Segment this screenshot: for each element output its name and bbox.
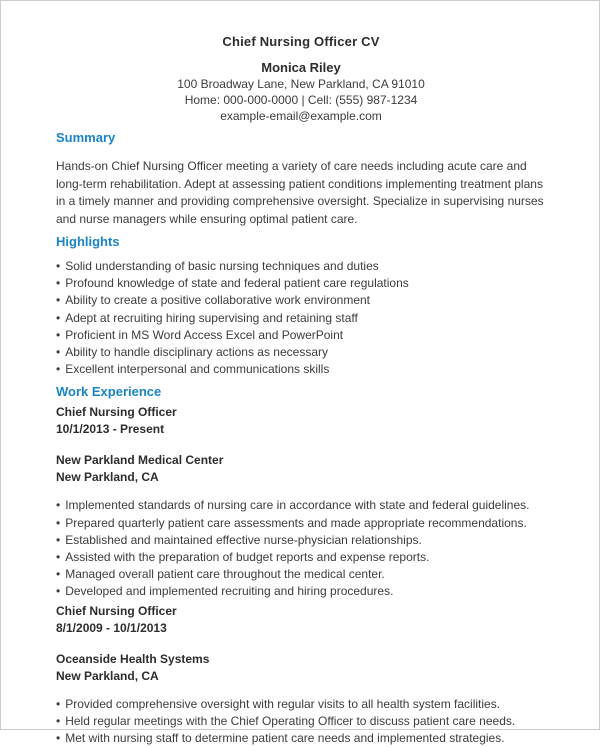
contact-header [56, 60, 546, 124]
job-location: New Parkland, CA [56, 470, 159, 485]
bullet-icon: • [56, 276, 61, 291]
bullet-icon: • [56, 584, 61, 599]
bullet-icon: • [56, 498, 61, 513]
list-item [56, 361, 546, 378]
list-item [56, 310, 546, 327]
job-title: Chief Nursing Officer [56, 405, 177, 420]
list-item [56, 327, 546, 344]
job-dates: 8/1/2009 - 10/1/2013 [56, 620, 167, 635]
list-item [56, 566, 546, 583]
bullet-icon: • [56, 696, 61, 711]
bullet-icon: • [56, 259, 61, 273]
list-item-text: Implemented standards of nursing care in accordance with state and federal guidelines. [65, 498, 530, 513]
list-item-text: Ability to create a positive collaborative work environment [65, 293, 371, 308]
list-item [56, 583, 546, 600]
list-item [56, 532, 546, 549]
list-item-text: Proficient in MS Word Access Excel and PowerPoint [65, 327, 344, 342]
bullet-icon: • [56, 310, 61, 325]
list-item [56, 497, 546, 514]
summary-heading: Summary [56, 130, 116, 145]
bullet-icon: • [56, 362, 61, 377]
list-item-text: Excellent interpersonal and communications skills [65, 362, 330, 377]
section-summary [56, 129, 546, 228]
list-item-text: Established and maintained effective nurse-physician relationships. [65, 532, 422, 547]
job-dates: 10/1/2013 - Present [56, 422, 165, 437]
bullet-icon: • [56, 713, 61, 728]
summary-text: Hands-on Chief Nursing Officer meeting a variety of care needs including acute care and long-term rehabilitation. Adept at assessing patient conditions implementing treatment plans in a timely manner and providing comprehensive oversight. Specialize in supervising nurses and nurse managers while ensuring optimal patient care. [56, 159, 544, 226]
list-item-text: Solid understanding of basic nursing techniques and duties [65, 259, 379, 273]
list-item-text: Prepared quarterly patient care assessments and made appropriate recommendations. [65, 515, 527, 530]
list-item [56, 258, 546, 275]
phone-line: Home: 000-000-0000 | Cell: (555) 987-1234 [184, 93, 418, 107]
list-item-text: Ability to handle disciplinary actions as necessary [65, 345, 329, 360]
bullet-icon: • [56, 327, 61, 342]
job-entry [56, 603, 546, 747]
job-duties-list [56, 696, 546, 747]
list-item [56, 730, 546, 747]
job-title: Chief Nursing Officer [56, 603, 177, 618]
bullet-icon: • [56, 731, 61, 746]
list-item-text: Met with nursing staff to determine patient care needs and implemented strategies. [65, 731, 505, 746]
email-line: example-email@example.com [220, 109, 382, 123]
list-item [56, 344, 546, 361]
job-location: New Parkland, CA [56, 668, 159, 683]
bullet-icon: • [56, 532, 61, 547]
bullet-icon: • [56, 345, 61, 360]
list-item-text: Managed overall patient care throughout the medical center. [65, 567, 385, 582]
address-line: 100 Broadway Lane, New Parkland, CA 91010 [177, 77, 425, 91]
list-item [56, 515, 546, 532]
list-item-text: Held regular meetings with the Chief Operating Officer to discuss patient care needs. [65, 713, 516, 728]
list-item-text: Adept at recruiting hiring supervising and retaining staff [65, 310, 358, 325]
bullet-icon: • [56, 567, 61, 582]
work-experience-heading: Work Experience [56, 384, 162, 400]
list-item [56, 549, 546, 566]
candidate-name: Monica Riley [261, 60, 341, 75]
section-work-experience [56, 383, 546, 747]
list-item-text: Assisted with the preparation of budget reports and expense reports. [65, 550, 430, 565]
list-item-text: Provided comprehensive oversight with regular visits to all health system facilities. [65, 696, 501, 711]
list-item [56, 292, 546, 309]
highlights-heading: Highlights [56, 234, 120, 249]
job-company: Oceanside Health Systems [56, 651, 210, 666]
list-item [56, 696, 546, 713]
section-highlights [56, 233, 546, 378]
job-duties-list [56, 497, 546, 600]
list-item-text: Profound knowledge of state and federal patient care regulations [65, 276, 409, 291]
bullet-icon: • [56, 293, 61, 308]
bullet-icon: • [56, 515, 61, 530]
document-title: Chief Nursing Officer CV [222, 34, 380, 49]
list-item-text: Developed and implemented recruiting and hiring procedures. [65, 584, 394, 599]
highlights-list [56, 258, 546, 378]
list-item [56, 713, 546, 730]
job-entry [56, 404, 546, 600]
list-item [56, 275, 546, 292]
job-company: New Parkland Medical Center [56, 453, 224, 468]
bullet-icon: • [56, 550, 61, 565]
